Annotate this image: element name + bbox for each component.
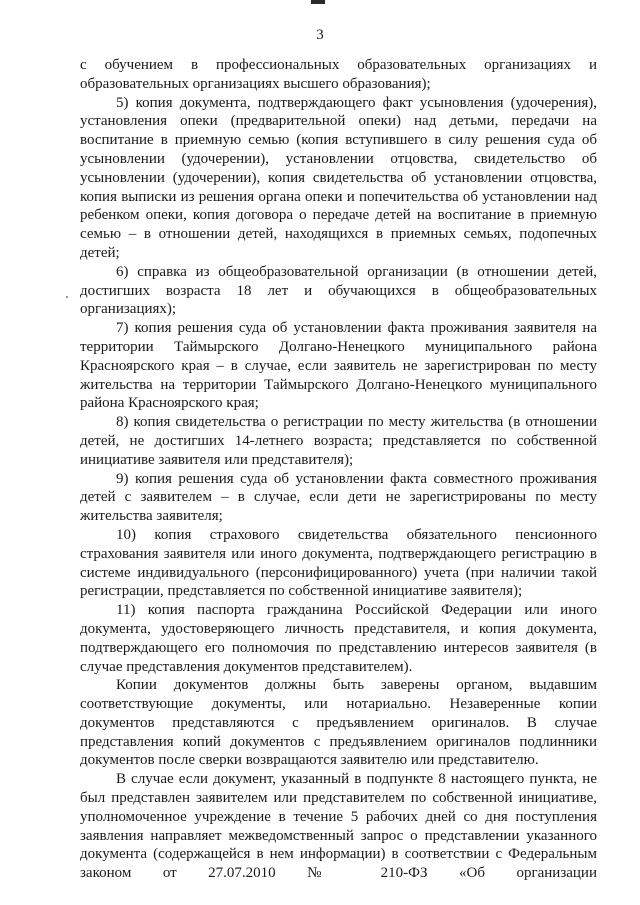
paragraph-continuation: с обучением в профессиональных образовательных организациях и образовательных организациях высшего образования);	[80, 57, 597, 92]
scan-mark	[311, 0, 325, 4]
paragraph-item-10: 10) копия страхового свидетельства обязательного пенсионного страхования заявителя или иного документа, подтверждающего регистрацию в системе индивидуального (персонифицированного) учета (при наличии такой регистрации, представляется по собственной инициативе заявителя);	[80, 526, 597, 600]
paragraph-item-8: 8) копия свидетельства о регистрации по месту жительства (в отношении детей, не достигших 14-летнего возраста; представляется по собственной инициативе заявителя или представителя);	[80, 414, 597, 468]
paragraph-item-7: 7) копия решения суда об установлении факта проживания заявителя на территории Таймырского Долгано-Ненецкого муниципального района Красноярского края – в случае, если заявитель не зарегистрирован по месту жительства на территории Таймырского Долгано-Ненецкого муниципального района Красноярского края;	[80, 320, 597, 412]
paragraph-copies-certification: Копии документов должны быть заверены органом, выдавшим соответствующие документы, или нотариально. Незаверенные копии документов представляются с предъявлением оригиналов. В случае представления копий документов с предъявлением оригиналов подлинники документов после сверки возвращаются заявителю или представителю.	[80, 677, 597, 769]
document-body	[80, 56, 597, 883]
paragraph-item-5: 5) копия документа, подтверждающего факт усыновления (удочерения), установления опеки (предварительной опеки) над детьми, передачи на воспитание в приемную семью (копия вступившего в силу решения суда об усыновлении (удочерении), установлении отцовства, свидетельство об усыновлении (удочерении), копия свидетельства об установлении отцовства, копия выписки из решения органа опеки и попечительства об установлении над ребенком опеки, копия договора о передаче детей на воспитание в приемную семью – в отношении детей, находящихся в приемных семьях, подопечных детей;	[80, 94, 597, 261]
paragraph-interagency-request: В случае если документ, указанный в подпункте 8 настоящего пункта, не был представлен заявителем или представителем по собственной инициативе, уполномоченное учреждение в течение 5 рабочих дней со дня поступления заявления направляет межведомственный запрос о представлении указанного документа (содержащейся в нем информации) в соответствии с Федеральным законом от 27.07.2010 № 210-ФЗ «Об организации	[80, 771, 597, 882]
page-number: 3	[316, 27, 324, 43]
paragraph-item-6: 6) справка из общеобразовательной организации (в отношении детей, достигших возраста 18 лет и обучающихся в общеобразовательных организациях);	[80, 263, 597, 318]
paragraph-item-9: 9) копия решения суда об установлении факта совместного проживания детей с заявителем – в случае, если дети не зарегистрированы по месту жительства заявителя;	[80, 470, 597, 525]
scan-speck	[66, 296, 68, 298]
paragraph-item-11: 11) копия паспорта гражданина Российской Федерации или иного документа, удостоверяющего личность представителя, и копия документа, подтверждающего его полномочия по представлению интересов заявителя (в случае представления документов представителем).	[80, 602, 597, 675]
